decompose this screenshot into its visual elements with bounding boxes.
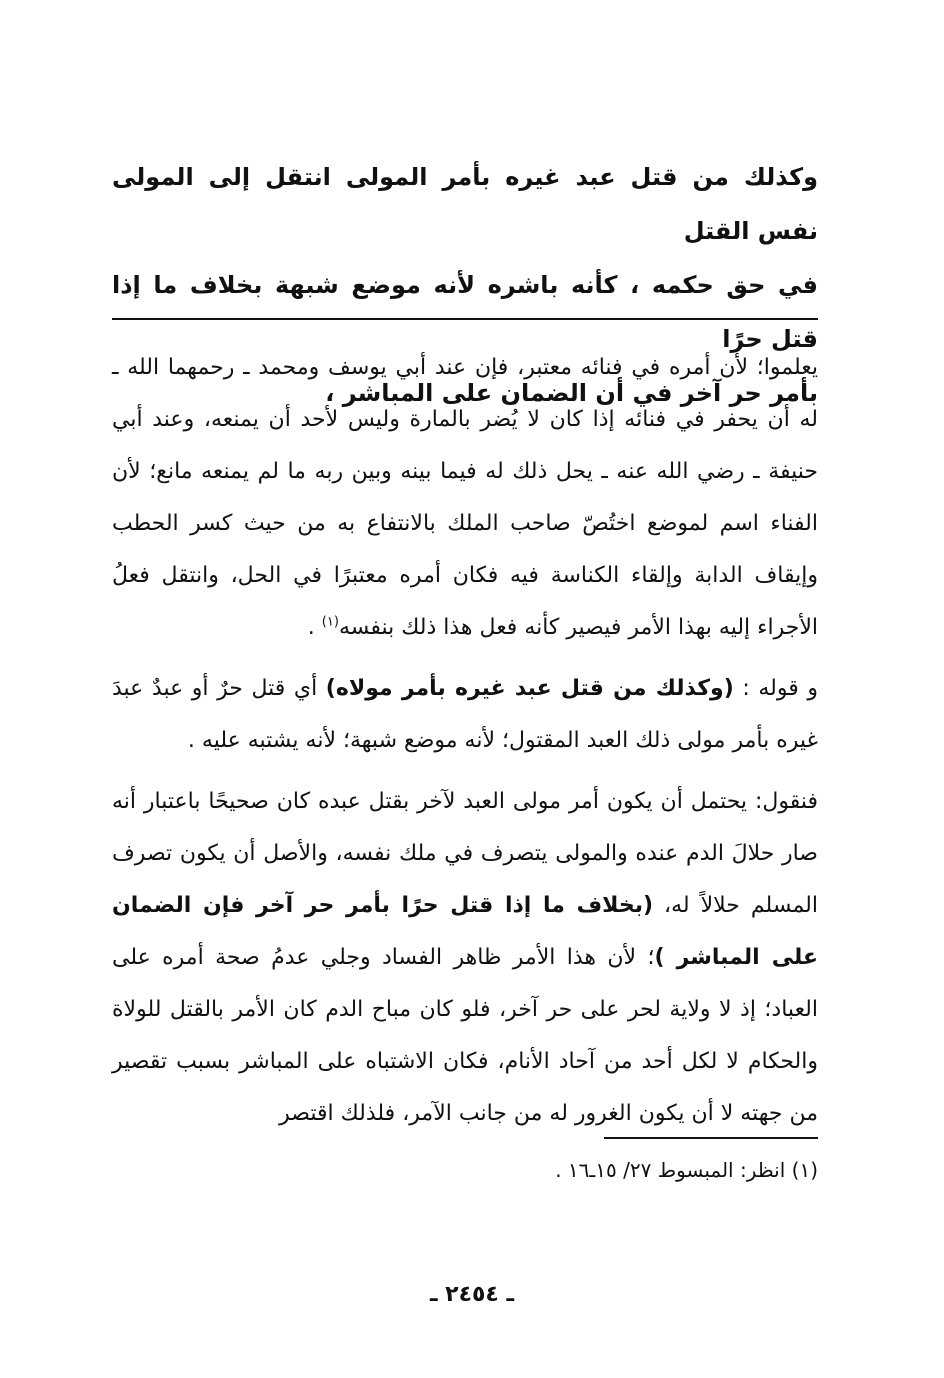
footnote-reference: (١) <box>321 614 339 630</box>
matn-line: وكذلك من قتل عبد غيره بأمر المولى انتقل إلى المولى نفس القتل <box>112 163 818 245</box>
paragraph-text: أي قتل حرٌ أو عبدٌ عبدَ غيره بأمر مولى ذلك العبد المقتول؛ لأنه موضع شبهة؛ لأنه يشتبه عليه . <box>112 676 818 753</box>
commentary-paragraph <box>112 776 818 1140</box>
quoted-matn: (وكذلك من قتل عبد غيره بأمر مولاه) <box>325 676 734 701</box>
page-number: ـ ٢٤٥٤ ـ <box>429 1282 515 1307</box>
paragraph-lead: فنقول: يحتمل أن يكون أمر مولى العبد لآخر بقتل عبده كان صحيحًا باعتبار أنه صار حلالَ الدم عنده والمولى يتصرف في ملك نفسه، والأصل أن يكون تصرف المسلم حلالاً له، <box>112 789 818 918</box>
paragraph-text: يعلموا؛ لأن أمره في فنائه معتبر، فإن عند أبي يوسف ومحمد ـ رحمهما الله ـ له أن يحفر في فنائه إذا كان لا يُضر بالمارة وليس لأحد أن يمنعه، وعند أبي حنيفة ـ رضي الله عنه ـ يحل ذلك له فيما بينه وبين ربه ما لم يمنعه مانع؛ لأن الفناء اسم لموضع اختُصّ صاحب الملك بالانتفاع به من حيث كسر الحطب وإيقاف الدابة وإلقاء الكناسة فيه فكان أمره معتبرًا في الحل، وانتقل فعلُ الأجراء إليه بهذا الأمر فيصير كأنه فعل هذا ذلك بنفسه <box>112 355 818 640</box>
paragraph-text: ؛ لأن هذا الأمر ظاهر الفساد وجلي عدمُ صحة أمره على العباد؛ إذ لا ولاية لحر على حر آخر، فلو كان مباح الدم كان الأمر بالقتل للولاة والحكام لا لكل أحد من آحاد الأنام، فكان الاشتباه على المباشر بسبب تقصير من جهته لا أن يكون الغرور له من جانب الآمر، فلذلك اقتصر <box>112 945 818 1126</box>
paragraph-end: . <box>307 615 322 640</box>
matn-line: بأمر حر آخر في أن الضمان على المباشر ، <box>325 379 818 407</box>
separator-rule <box>112 318 818 320</box>
footnote: (١) انظر: المبسوط ٢٧/ ١٥ـ١٦ . <box>555 1158 818 1182</box>
commentary-body <box>112 342 818 1149</box>
commentary-paragraph <box>112 342 818 654</box>
commentary-paragraph <box>112 663 818 767</box>
footnote-rule <box>604 1137 818 1139</box>
quoted-matn: (بخلاف ما إذا قتل حرًا بأمر حر آخر فإن الضمان على المباشر ) <box>112 893 818 970</box>
paragraph-lead: و قوله : <box>733 676 818 701</box>
matn-line: في حق حكمه ، كأنه باشره لأنه موضع شبهة بخلاف ما إذا قتل حرًا <box>112 271 818 353</box>
